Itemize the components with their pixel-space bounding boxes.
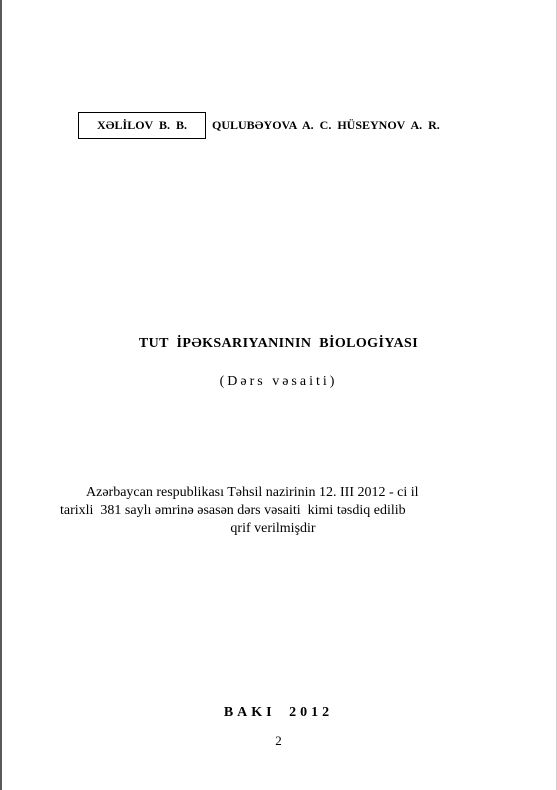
approval-line-1: Azərbaycan respublikası Təhsil nazirinin 12. III 2012 - ci il [86, 485, 419, 500]
boxed-author [78, 112, 206, 139]
book-title: TUT İPƏKSARIYANININ BİOLOGİYASI [138, 336, 419, 351]
approval-line-3: qrif verilmişdir [230, 521, 316, 536]
authors-line [78, 111, 440, 140]
page-left-edge [0, 0, 2, 790]
city-year: BAKI 2012 [223, 705, 334, 720]
co-authors: QULUBƏYOVA A. C. HÜSEYNOV A. R. [212, 118, 440, 132]
approval-note [60, 484, 480, 538]
book-subtitle: (Dərs vəsaiti) [219, 374, 338, 389]
approval-line-2: tarixli 381 saylı əmrinə əsasən dərs vəsaiti kimi təsdiq edilib [60, 503, 406, 518]
boxed-author-text: XƏLİLOV B. B. [97, 118, 187, 132]
page-number: 2 [275, 733, 282, 748]
